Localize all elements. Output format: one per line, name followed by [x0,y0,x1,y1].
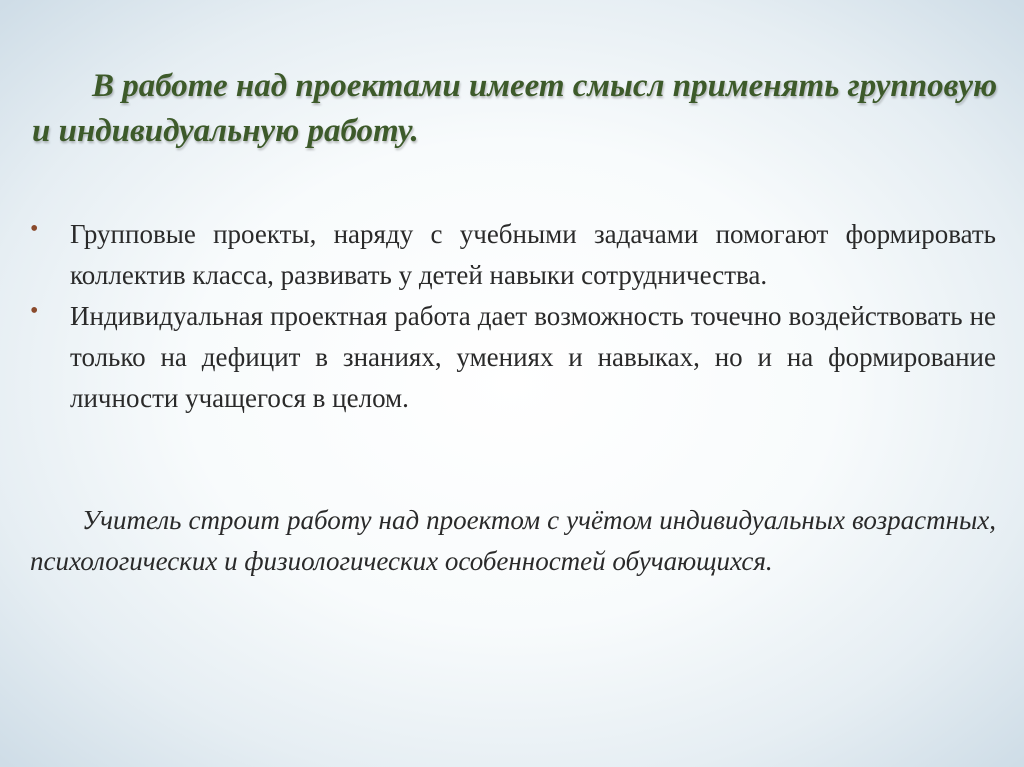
bullet-dot-icon: • [30,216,39,242]
bullet-item-group-projects [30,214,996,296]
bullet-item-individual-projects [30,296,996,419]
closing-paragraph: Учитель строит работу над проектом с учётом индивидуальных возрастных, психологических и физиологических особенностей обучающихся. [30,505,996,576]
bullet-list [30,214,996,419]
bullet-text: Индивидуальная проектная работа дает возможность точечно воздействовать не только на дефицит в знаниях, умениях и навыках, но и на формирование личности учащегося в целом. [70,301,996,413]
bullet-text: Групповые проекты, наряду с учебными задачами помогают формировать коллектив класса, развивать у детей навыки сотрудничества. [70,219,996,290]
bullet-dot-icon: • [30,298,39,324]
slide-title: В работе над проектами имеет смысл применять групповую и индивидуальную работу. [32,68,998,149]
